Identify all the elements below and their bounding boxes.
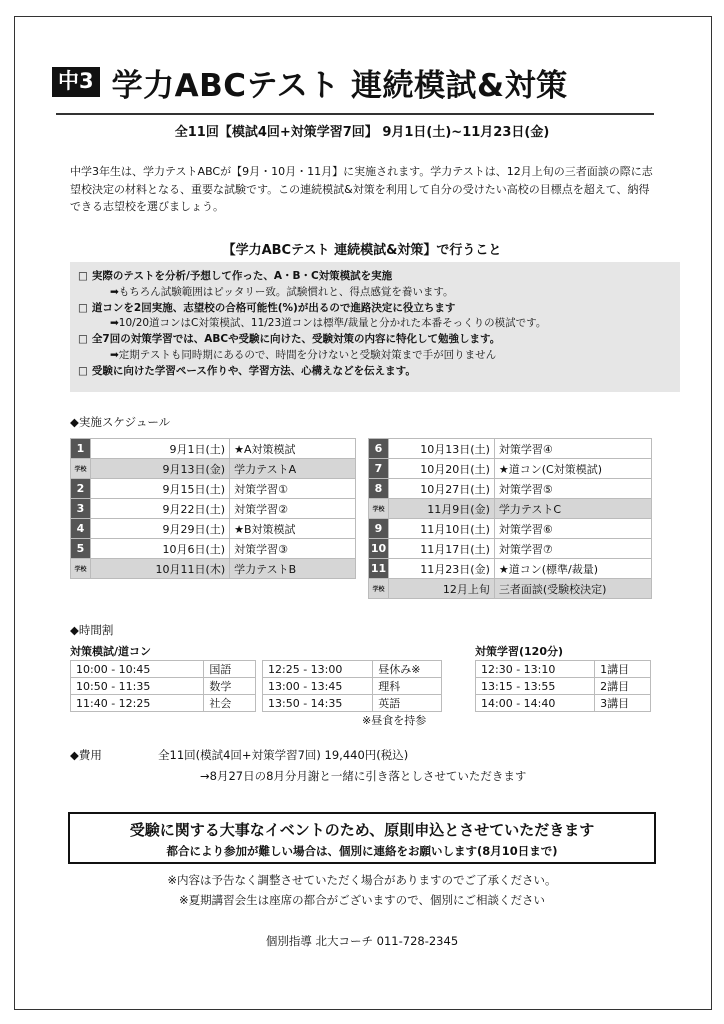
period-subject: 英語 — [373, 695, 442, 712]
title-divider — [56, 113, 654, 115]
schedule-row — [369, 459, 652, 479]
session-number: 9 — [369, 519, 389, 539]
period-subject: 国語 — [204, 661, 256, 678]
schedule-row — [71, 519, 356, 539]
session-desc: 学力テストB — [230, 559, 356, 579]
session-desc: 対策学習④ — [494, 439, 651, 459]
point-sub: ➡もちろん試験範囲はピッタリー致。試験慣れと、得点感覚を養います。 — [110, 285, 454, 298]
period-subject: 昼休み※ — [373, 661, 442, 678]
session-number: 2 — [71, 479, 91, 499]
session-desc: 学力テストC — [494, 499, 651, 519]
session-desc: ★B対策模試 — [230, 519, 356, 539]
session-desc: 学力テストA — [230, 459, 356, 479]
period-time: 11:40 - 12:25 — [71, 695, 204, 712]
schedule-row — [71, 459, 356, 479]
period-time: 12:25 - 13:00 — [263, 661, 373, 678]
session-date: 10月13日(土) — [389, 439, 495, 459]
session-date: 10月20日(土) — [389, 459, 495, 479]
fee-payment: →8月27日の8月分月謝と一緒に引き落としさせていただきます — [200, 769, 527, 783]
period-time: 12:30 - 13:10 — [476, 661, 595, 678]
session-date: 9月15日(土) — [91, 479, 230, 499]
session-date: 9月29日(土) — [91, 519, 230, 539]
timetable-row — [476, 695, 651, 712]
timetable-label: ◆時間割 — [70, 623, 114, 637]
period-time: 10:00 - 10:45 — [71, 661, 204, 678]
period-time: 10:50 - 11:35 — [71, 678, 204, 695]
period-subject: 理科 — [373, 678, 442, 695]
page-subtitle: 全11回【模試4回+対策学習7回】 9月1日(土)~11月23日(金) — [174, 125, 550, 140]
schedule-row — [71, 439, 356, 459]
schedule-row — [71, 479, 356, 499]
timetable-row — [476, 661, 651, 678]
schedule-row — [71, 539, 356, 559]
point-main: 道コンを2回実施、志望校の合格可能性(%)が出るので進路決定に役立ちます — [91, 301, 456, 314]
schedule-row — [369, 559, 652, 579]
title-row — [52, 52, 652, 112]
session-date: 10月6日(土) — [91, 539, 230, 559]
session-date: 10月11日(木) — [91, 559, 230, 579]
schedule-row — [369, 479, 652, 499]
notice-main: 受験に関する大事なイベントのため、原則申込とさせていただきます — [129, 821, 595, 839]
point-main: 実際のテストを分析/予想して作った、A・B・C対策模試を実施 — [91, 270, 393, 282]
contact-info: 個別指導 北大コーチ 011-728-2345 — [265, 934, 459, 948]
point-main: 受験に向けた学習ペース作りや、学習方法、心構えなどを伝えます。 — [91, 364, 416, 377]
timetable-row — [263, 661, 442, 678]
point-item — [78, 301, 672, 333]
notice-box — [68, 812, 656, 864]
point-sub: ➡10/20道コンはC対策模試、11/23道コンは標準/裁量と分かれた本番そっくりの模試です。 — [110, 317, 547, 330]
timetable-row — [263, 695, 442, 712]
session-desc: 対策学習① — [230, 479, 356, 499]
page-title: 学力ABCテスト 連続模試&対策 — [111, 67, 568, 104]
session-date: 9月22日(土) — [91, 499, 230, 519]
lunch-note: ※昼食を持参 — [362, 714, 427, 727]
session-number: 1 — [71, 439, 91, 459]
session-number: 5 — [71, 539, 91, 559]
session-number: 6 — [369, 439, 389, 459]
session-number: 学校 — [71, 559, 91, 579]
points-box — [70, 262, 680, 392]
session-desc: 対策学習⑤ — [494, 479, 651, 499]
session-date: 11月10日(土) — [389, 519, 495, 539]
session-desc: ★道コン(C対策模試) — [494, 459, 651, 479]
session-desc: ★A対策模試 — [230, 439, 356, 459]
period-subject: 2講目 — [595, 678, 651, 695]
period-time: 13:15 - 13:55 — [476, 678, 595, 695]
point-item — [78, 364, 672, 380]
session-date: 11月9日(金) — [389, 499, 495, 519]
session-number: 学校 — [369, 579, 389, 599]
session-desc: 三者面談(受験校決定) — [494, 579, 651, 599]
exam-timetable-afternoon — [262, 660, 442, 712]
session-desc: 対策学習⑥ — [494, 519, 651, 539]
period-subject: 数学 — [204, 678, 256, 695]
session-number: 10 — [369, 539, 389, 559]
period-time: 13:50 - 14:35 — [263, 695, 373, 712]
schedule-row — [369, 519, 652, 539]
period-subject: 社会 — [204, 695, 256, 712]
session-number: 8 — [369, 479, 389, 499]
period-subject: 1講目 — [595, 661, 651, 678]
checkbox-icon: □ — [78, 364, 88, 377]
checkbox-icon: □ — [78, 270, 88, 282]
footnote: ※夏期講習会生は座席の都合がございますので、個別にご相談ください — [179, 893, 545, 907]
session-date: 10月27日(土) — [389, 479, 495, 499]
schedule-row — [71, 559, 356, 579]
session-number: 3 — [71, 499, 91, 519]
schedule-row — [369, 499, 652, 519]
exam-timetable-label: 対策模試/道コン — [70, 645, 152, 658]
session-desc: ★道コン(標準/裁量) — [494, 559, 651, 579]
session-date: 11月17日(土) — [389, 539, 495, 559]
session-date: 12月上旬 — [389, 579, 495, 599]
session-number: 4 — [71, 519, 91, 539]
schedule-row — [369, 439, 652, 459]
timetable-row — [263, 678, 442, 695]
fee-label: ◆費用 — [70, 748, 102, 762]
schedule-row — [369, 539, 652, 559]
period-subject: 3講目 — [595, 695, 651, 712]
session-date: 9月1日(土) — [91, 439, 230, 459]
schedule-row — [71, 499, 356, 519]
session-date: 9月13日(金) — [91, 459, 230, 479]
point-item — [78, 269, 672, 301]
grade-badge: 中3 — [52, 67, 100, 96]
intro-text: 中学3年生は、学力テストABCが【9月・10月・11月】に実施されます。学力テストは、12月上旬の三者面談の際に志望校決定の材料となる、重要な試験です。この連続模試&対策を利用して自分の受けたい高校の目標点を超えて、納得できる志望校を選びましょう。 — [70, 165, 653, 214]
schedule-table-right — [368, 438, 652, 599]
checkbox-icon: □ — [78, 301, 88, 314]
schedule-label: ◆実施スケジュール — [70, 415, 171, 429]
checkbox-icon: □ — [78, 333, 88, 345]
point-item — [78, 332, 672, 364]
session-number: 学校 — [71, 459, 91, 479]
timetable-row — [71, 661, 256, 678]
timetable-row — [71, 678, 256, 695]
session-desc: 対策学習② — [230, 499, 356, 519]
schedule-table-left — [70, 438, 356, 579]
study-timetable — [475, 660, 651, 712]
notice-sub: 都合により参加が難しい場合は、個別に連絡をお願いします(8月10日まで) — [166, 844, 558, 858]
session-desc: 対策学習⑦ — [494, 539, 651, 559]
points-heading: 【学力ABCテスト 連続模試&対策】で行うこと — [222, 243, 502, 258]
period-time: 13:00 - 13:45 — [263, 678, 373, 695]
session-number: 11 — [369, 559, 389, 579]
session-number: 7 — [369, 459, 389, 479]
point-sub: ➡定期テストも同時期にあるので、時間を分けないと受験対策まで手が回りません — [110, 348, 497, 361]
timetable-row — [476, 678, 651, 695]
session-desc: 対策学習③ — [230, 539, 356, 559]
timetable-row — [71, 695, 256, 712]
point-main: 全7回の対策学習では、ABCや受験に向けた、受験対策の内容に特化して勉強します。 — [91, 333, 501, 345]
study-timetable-label: 対策学習(120分) — [475, 645, 564, 658]
fee-detail: 全11回(模試4回+対策学習7回) 19,440円(税込) — [158, 748, 409, 762]
session-number: 学校 — [369, 499, 389, 519]
period-time: 14:00 - 14:40 — [476, 695, 595, 712]
footnote: ※内容は予告なく調整させていただく場合がありますのでご了承ください。 — [167, 873, 557, 887]
schedule-row — [369, 579, 652, 599]
exam-timetable-morning — [70, 660, 256, 712]
session-date: 11月23日(金) — [389, 559, 495, 579]
